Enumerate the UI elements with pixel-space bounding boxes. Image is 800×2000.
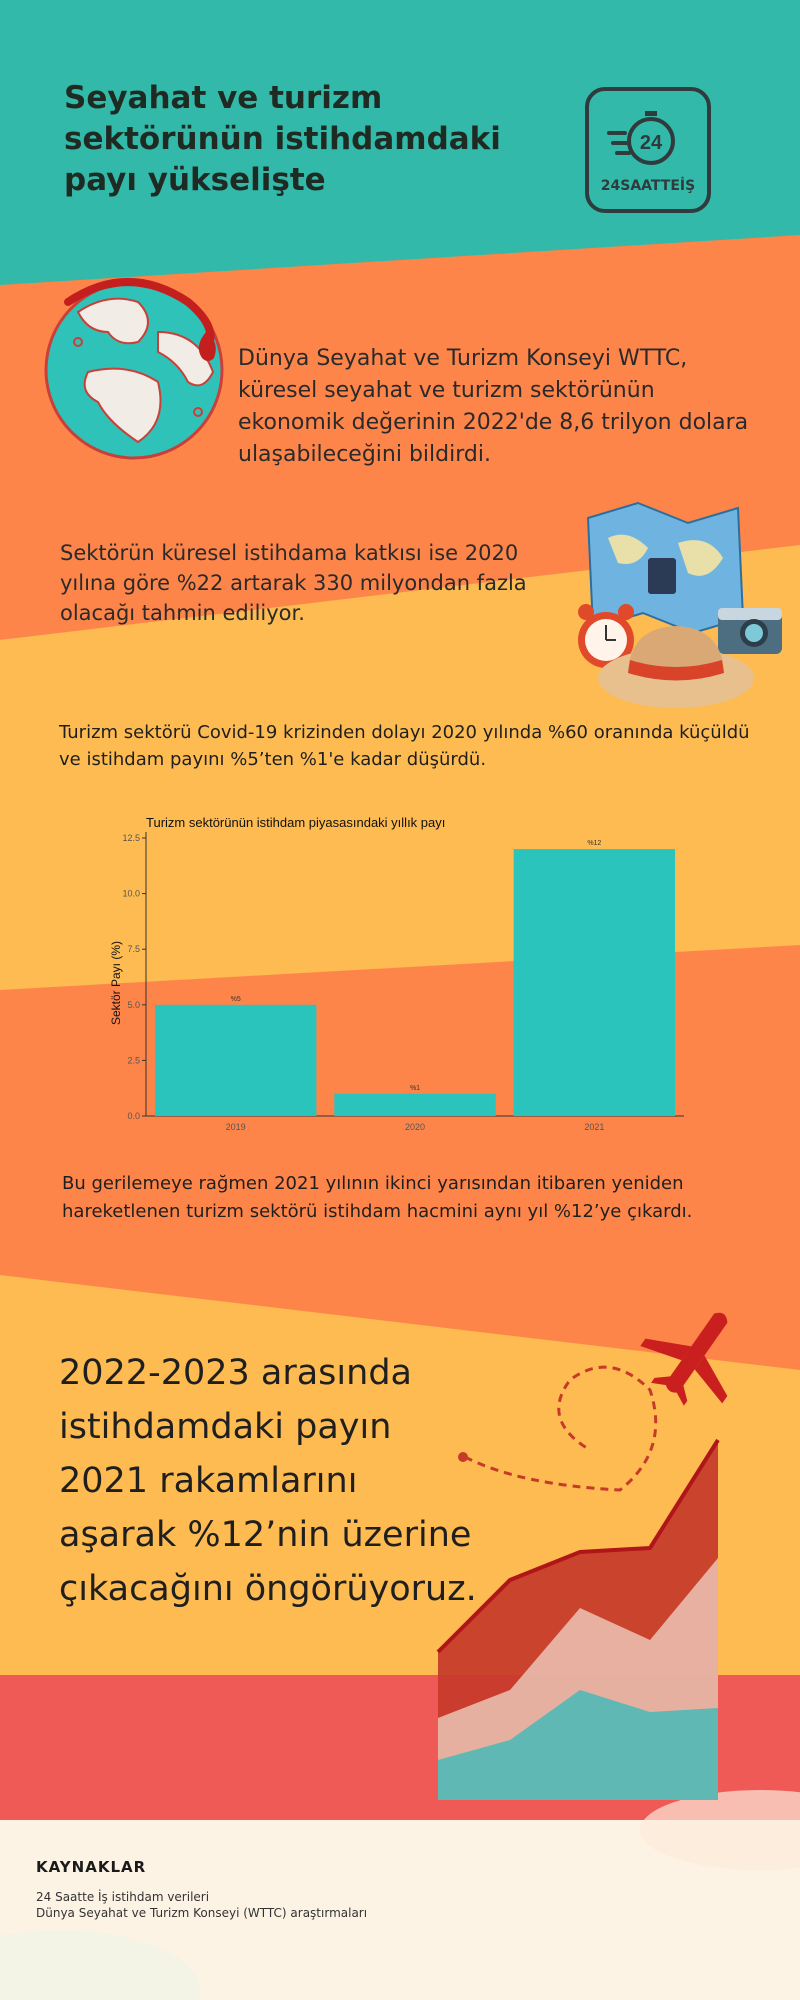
y-tick-label: 7.5: [127, 944, 140, 955]
camera-icon: [718, 608, 782, 654]
bar-2019: [155, 1005, 316, 1116]
y-tick-label: 10.0: [122, 888, 140, 899]
growth-illustration: [430, 1300, 760, 1810]
flight-path: [465, 1367, 656, 1490]
source-item: Dünya Seyahat ve Turizm Konseyi (WTTC) araştırmaları: [36, 1906, 368, 1920]
intro-paragraph: Dünya Seyahat ve Turizm Konseyi WTTC, küresel seyahat ve turizm sektörünün ekonomik değerinin 2022'de 8,6 trilyon dolara ulaşabileceğini bildirdi.: [238, 346, 749, 467]
area-chart-illustration: [438, 1440, 718, 1800]
covid-paragraph: Turizm sektörü Covid-19 krizinden dolayı 2020 yılında %60 oranında küçüldü ve istihdam payını %5’ten %1'e kadar düşürdü.: [59, 722, 750, 770]
bar-chart: [100, 808, 700, 1150]
bar-2021: [514, 849, 675, 1116]
brand-logo: [585, 87, 711, 213]
data-label: %12: [587, 840, 602, 848]
data-label: %5: [230, 995, 241, 1003]
sources-heading: KAYNAKLAR: [36, 1858, 147, 1876]
x-tick-label: 2021: [584, 1122, 605, 1132]
y-axis-label: Sektör Payı (%): [109, 940, 123, 1026]
airplane-icon: [627, 1300, 760, 1423]
forecast-text: 2022-2023 arasında istihdamdaki payın 2021 rakamlarını aşarak %12’nin üzerine çıkacağını öngörüyoruz.: [59, 1353, 477, 1609]
y-tick-label: 2.5: [127, 1055, 140, 1066]
x-tick-label: 2019: [225, 1122, 246, 1132]
recovery-paragraph: Bu gerilemeye rağmen 2021 yılının ikinci yarısından itibaren yeniden hareketlenen turizm sektörü istihdam hacmini aynı yıl %12’ye çıkardı.: [62, 1173, 693, 1222]
bar-2020: [334, 1094, 495, 1116]
travel-illustration: [568, 498, 790, 716]
logo-text: 24SAATTEİŞ: [600, 178, 696, 194]
chart-title: Turizm sektörünün istihdam piyasasındaki yıllık payı: [146, 815, 446, 830]
x-tick-label: 2020: [404, 1122, 426, 1132]
y-tick-label: 12.5: [122, 833, 140, 843]
logo-number: 24: [639, 132, 663, 154]
source-item: 24 Saatte İş istihdam verileri: [36, 1890, 210, 1904]
y-tick-label: 5.0: [127, 999, 140, 1010]
y-tick-label: 0.0: [127, 1111, 140, 1121]
globe-icon: [38, 272, 238, 462]
page-title: Seyahat ve turizm sektörünün istihdamdaki payı yükselişte: [64, 80, 501, 198]
data-label: %1: [409, 1084, 421, 1092]
employment-paragraph: Sektörün küresel istihdama katkısı ise 2020 yılına göre %22 artarak 330 milyondan fazla olacağı tahmin ediliyor.: [60, 541, 527, 625]
